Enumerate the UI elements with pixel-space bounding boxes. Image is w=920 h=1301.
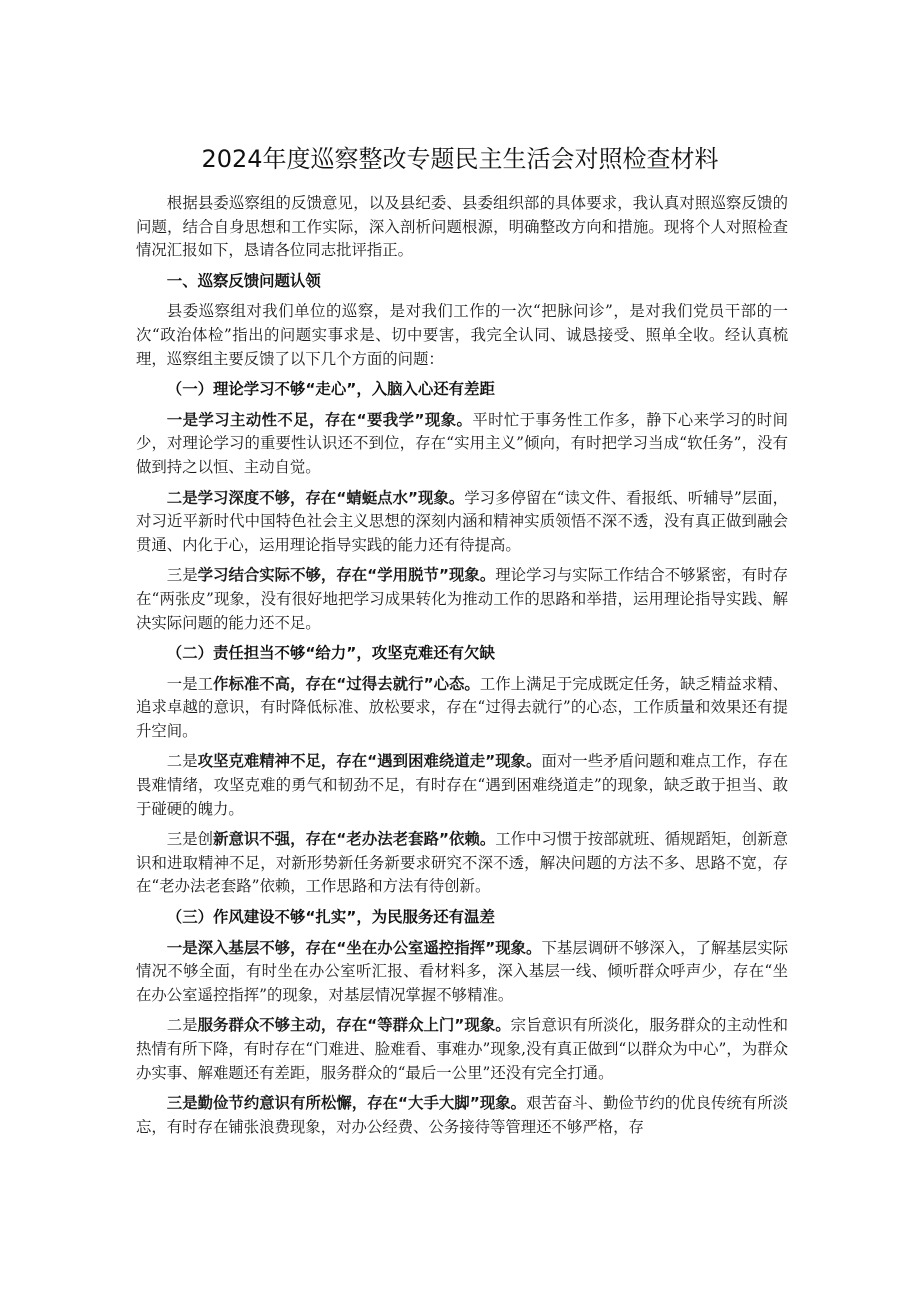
section-heading-1: 一、巡察反馈问题认领 bbox=[166, 271, 321, 290]
paragraph-1-3 bbox=[136, 564, 788, 635]
intro-paragraph: 根据县委巡察组的反馈意见，以及县纪委、县委组织部的具体要求，我认真对照巡察反馈的问题，结合自身思想和工作实际，深入剖析问题根源，明确整改方向和措施。现将个人对照检查情况汇报如下，恳请各位同志批评指正。 bbox=[136, 194, 788, 260]
paragraph-lead: 作标准不高，存在“过得去就行”心态。 bbox=[213, 674, 480, 693]
paragraph-1-1 bbox=[136, 409, 788, 480]
paragraph-2-1 bbox=[136, 673, 788, 744]
paragraph-lead: 一是深入基层不够，存在“坐在办公室遥控指挥”现象。 bbox=[166, 938, 542, 957]
paragraph-lead: 攻坚克难精神不足，存在“遇到困难绕道走”现象。 bbox=[197, 752, 542, 771]
paragraph-lead: 三是勤俭节约意识有所松懈，存在“大手大脚”现象。 bbox=[166, 1094, 527, 1113]
paragraph-text: 下基层调研不够深入，了解基层实际情况不够全面，有时坐在办公室听汇报、看材料多，深入基层一线、倾听群众呼声少，存在“坐在办公室遥控指挥”的现象，对基层情况掌握不够精准。 bbox=[136, 938, 788, 1004]
section-1-intro: 县委巡察组对我们单位的巡察，是对我们工作的一次“把脉问诊”，是对我们党员干部的一次“政治体检”指出的问题实事求是、切中要害，我完全认同、诚恳接受、照单全收。经认真梳理，巡察组主要反馈了以下几个方面的问题： bbox=[136, 302, 788, 368]
paragraph-2-2 bbox=[136, 750, 788, 821]
paragraph-text: 宗旨意识有所淡化，服务群众的主动性和热情有所下降，有时存在“门难进、脸难看、事难办”现象,没有真正做到“以群众为中心”，为群众办实事、解难题还有差距，服务群众的“最后一公里”还没有完全打通。 bbox=[136, 1016, 788, 1082]
subsection-heading-1: （一）理论学习不够“走心”，入脑入心还有差距 bbox=[166, 380, 495, 399]
paragraph-text: 工作上满足于完成既定任务，缺乏精益求精、追求卓越的意识，有时降低标准、放松要求，存在“过得去就行”的心态，工作质量和效果还有提升空间。 bbox=[136, 674, 788, 740]
paragraph-3-3 bbox=[136, 1092, 788, 1139]
paragraph-text: 平时忙于事务性工作多，静下心来学习的时间少，对理论学习的重要性认识还不到位，存在“实用主义”倾向，有时把学习当成“软任务”，没有做到持之以恒、主动自觉。 bbox=[136, 410, 788, 476]
subsection-heading-2: （二）责任担当不够“给力”，攻坚克难还有欠缺 bbox=[166, 644, 495, 663]
paragraph-lead: 学习结合实际不够，存在“学用脱节”现象。 bbox=[197, 566, 496, 585]
paragraph-lead: 二是学习深度不够，存在“蜻蜓点水”现象。 bbox=[166, 488, 465, 507]
paragraph-lead: 新意识不强，存在“老办法老套路”依赖。 bbox=[213, 830, 496, 849]
subsection-heading-3: （三）作风建设不够“扎实”，为民服务还有温差 bbox=[166, 908, 495, 927]
paragraph-lead: 服务群众不够主动，存在“等群众上门”现象。 bbox=[197, 1016, 511, 1035]
paragraph-2-3 bbox=[136, 828, 788, 899]
paragraph-prefix: 三是 bbox=[166, 566, 198, 585]
paragraph-text: 学习多停留在“读文件、看报纸、听辅导”层面，对习近平新时代中国特色社会主义思想的深刻内涵和精神实质领悟不深不透，没有真正做到融会贯通、内化于心，运用理论指导实践的能力还有待提高。 bbox=[136, 488, 788, 554]
paragraph-text: 面对一些矛盾问题和难点工作，存在畏难情绪，攻坚克难的勇气和韧劲不足，有时存在“遇到困难绕道走”的现象，缺乏敢于担当、敢于碰硬的魄力。 bbox=[136, 752, 788, 818]
paragraph-3-1 bbox=[136, 937, 788, 1008]
paragraph-prefix: 二是 bbox=[166, 752, 198, 771]
paragraph-prefix: 三是创 bbox=[166, 830, 214, 849]
paragraph-prefix: 二是 bbox=[166, 1016, 198, 1035]
document-body bbox=[136, 192, 788, 1146]
paragraph-3-2 bbox=[136, 1014, 788, 1085]
document-title: 2024年度巡察整改专题民主生活会对照检查材料 bbox=[201, 145, 719, 173]
paragraph-lead: 一是学习主动性不足，存在“要我学”现象。 bbox=[166, 410, 473, 429]
paragraph-1-2 bbox=[136, 487, 788, 558]
paragraph-text: 理论学习与实际工作结合不够紧密，有时存在“两张皮”现象，没有很好地把学习成果转化为推动工作的思路和举措，运用理论指导实践、解决实际问题的能力还不足。 bbox=[136, 566, 788, 632]
paragraph-prefix: 一是工 bbox=[166, 674, 214, 693]
paragraph-text: 艰苦奋斗、勤俭节约的优良传统有所淡忘，有时存在铺张浪费现象，对办公经费、公务接待等管理还不够严格，存 bbox=[136, 1094, 788, 1136]
paragraph-text: 工作中习惯于按部就班、循规蹈矩，创新意识和进取精神不足，对新形势新任务新要求研究不深不透，解决问题的方法不多、思路不宽，存在“老办法老套路”依赖，工作思路和方法有待创新。 bbox=[136, 830, 788, 896]
